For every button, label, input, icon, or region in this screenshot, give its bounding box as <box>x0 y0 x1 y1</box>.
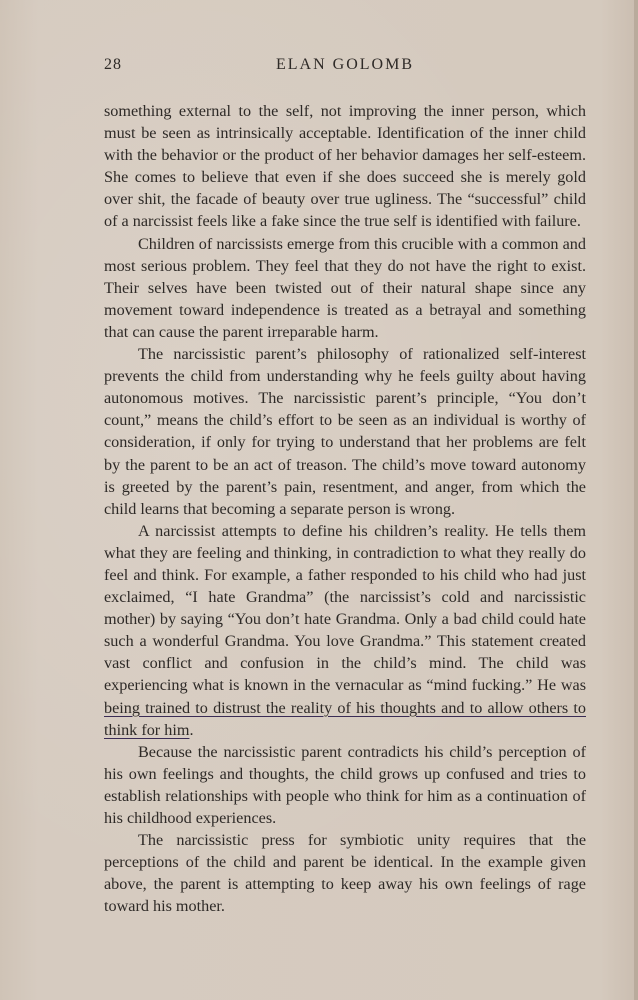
paragraph-text: A narcissist attempts to define his children’s reality. He tells them what they are feeling and thinking, in contradiction to what they really do feel and think. For example, a father responded to his child who had just exclaimed, “I hate Grandma” (the narcissist’s cold and narcissistic mother) by saying “You don’t hate Grandma. Only a bad child could hate such a wonderful Grandma. You love Grandma.” This statement created vast conflict and confusion in the child’s mind. The child was experiencing what is known in the vernacular as “mind fucking.” He was <box>104 521 586 695</box>
paragraph: The narcissistic press for symbiotic unity requires that the perceptions of the child and parent be identical. In the example given above, the parent is attempting to keep away his own feelings of rage toward his mother. <box>104 831 586 916</box>
page-edge <box>634 0 638 1000</box>
paragraph <box>104 520 586 741</box>
body-text <box>104 100 586 917</box>
paragraph-text: . <box>189 720 194 739</box>
running-head <box>104 56 586 78</box>
pen-underlined-passage: being trained to distrust the reality of his thoughts and to allow others to think for him <box>104 698 586 739</box>
paragraph: The narcissistic parent’s philosophy of rationalized self-interest prevents the child from understanding why he feels guilty about having autonomous motives. The narcissistic parent’s principle, “You don’t count,” means the child’s effort to be seen as an individual is worthy of consideration, if only for trying to understand that her problems are felt by the parent to be an act of treason. The child’s move toward autonomy is greeted by the parent’s pain, resentment, and anger, from which the child learns that becoming a separate person is wrong. <box>104 345 586 518</box>
page-number: 28 <box>104 56 122 73</box>
paragraph: Children of narcissists emerge from this crucible with a common and most serious problem. They feel that they do not have the right to exist. Their selves have been twisted out of their natural shape since any movement toward independence is treated as a betrayal and something that can cause the parent irreparable harm. <box>104 234 586 341</box>
running-head-author: ELAN GOLOMB <box>276 56 414 73</box>
paragraph: Because the narcissistic parent contradicts his child’s perception of his own feelings and thoughts, the child grows up confused and tries to establish relationships with people who think for him as a continuation of his childhood experiences. <box>104 742 586 827</box>
paragraph: something external to the self, not improving the inner person, which must be seen as intrinsically acceptable. Identification of the inner child with the behavior or the product of her behavior damages her self-esteem. She comes to believe that even if she does succeed she is merely gold over shit, the facade of beauty over true ugliness. The “successful” child of a narcissist feels like a fake since the true self is identified with failure. <box>104 102 586 231</box>
